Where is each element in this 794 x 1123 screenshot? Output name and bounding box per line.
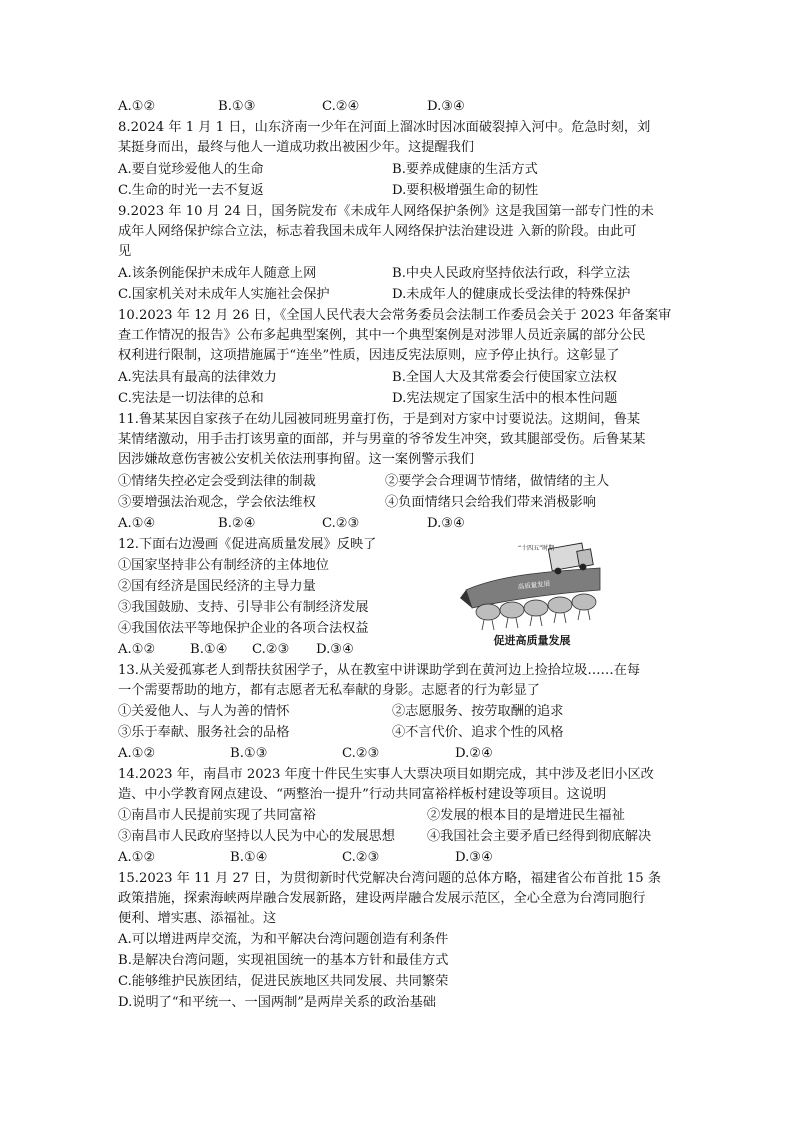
q13-option-b: B.①③ [230, 746, 268, 761]
q12-cartoon-caption: 促进高质量发展 [493, 634, 571, 647]
q15-option-b: B.是解决台湾问题，实现祖国统一的基本方针和最佳方式 [118, 953, 449, 968]
q11-item-1: ①情绪失控必定会受到法律的制裁 [118, 474, 316, 489]
q14-stem-line: 14.2023 年，南昌市 2023 年度十件民生实事人大票决项目如期完成，其中涉及老旧小区改 [118, 767, 654, 782]
q11-stem-line: 11.鲁某某因自家孩子在幼儿园被同班男童打伤，于是到对方家中讨要说法。这期间，鲁某 [118, 412, 641, 427]
q13-item-3: ③乐于奉献、服务社会的品格 [118, 725, 290, 740]
q12-item-3: ③我国鼓励、支持、引导非公有制经济发展 [118, 600, 369, 615]
crowd-figure [476, 604, 500, 620]
q9-option-a: A.该条例能保护未成年人随意上网 [118, 266, 317, 281]
q13-item-4: ④不言代价、追求个性的风格 [392, 725, 564, 740]
q12-item-4: ④我国依法平等地保护企业的各项合法权益 [118, 621, 369, 636]
q7-option-b: B.①③ [218, 99, 256, 114]
crowd-figure [572, 594, 596, 610]
q8-stem-line: 某挺身而出，最终与他人一道成功救出被困少年。这提醒我们 [118, 140, 475, 155]
q13-item-1: ①关爱他人、与人为善的情怀 [118, 704, 290, 719]
q9-option-c: C.国家机关对未成年人实施社会保护 [118, 287, 330, 302]
q10-option-d: D.宪法规定了国家生活中的根本性问题 [392, 391, 618, 406]
road-label: 高质量发展 [517, 579, 551, 591]
q15-stem-line: 政策措施，探索海峡两岸融合发展新路，建设两岸融合发展示范区，全心全意为台湾同胞行 [118, 891, 646, 906]
q14-stem-line: 造、中小学教育网点建设、“两整治一提升”行动共同富裕样板村建设等项目。这说明 [118, 787, 607, 802]
q11-option-b: B.②④ [218, 516, 256, 531]
q14-option-d: D.③④ [455, 850, 493, 865]
q8-stem-line: 8.2024 年 1 月 1 日，山东济南一少年在河面上溜冰时因冰面破裂掉入河中。危急时刻，刘 [118, 120, 651, 135]
q11-option-a: A.①④ [118, 516, 156, 531]
q12-option-b: B.①④ [190, 642, 228, 657]
q9-stem-line: 9.2023 年 10 月 24 日，国务院发布《未成年人网络保护条例》这是我国第一部专门性的未 [118, 204, 654, 219]
q8-option-a: A.要自觉珍爱他人的生命 [118, 162, 264, 177]
q9-stem-line: 见 [118, 244, 132, 259]
q11-option-c: C.②③ [322, 516, 360, 531]
q13-stem-line: 一个需要帮助的地方，都有志愿者无私奉献的身影。志愿者的行为彰显了 [118, 683, 540, 698]
q8-option-c: C.生命的时光一去不复返 [118, 183, 264, 198]
q15-option-d: D.说明了“和平统一、一国两制”是两岸关系的政治基础 [118, 995, 436, 1010]
crowd-figure [524, 600, 548, 616]
truck-wheel [580, 564, 587, 571]
q10-option-b: B.全国人大及其常委会行使国家立法权 [392, 370, 617, 385]
q13-option-c: C.②③ [342, 746, 380, 761]
q15-stem-line: 15.2023 年 11 月 27 日，为贯彻新时代党解决台湾问题的总体方略，福建省公布首批 15 条 [118, 871, 662, 886]
q14-item-4: ④我国社会主要矛盾已经得到彻底解决 [427, 829, 652, 844]
q11-option-d: D.③④ [427, 516, 465, 531]
q11-item-2: ②要学会合理调节情绪，做情绪的主人 [385, 474, 610, 489]
q8-option-b: B.要养成健康的生活方式 [392, 162, 538, 177]
q8-option-d: D.要积极增强生命的韧性 [392, 183, 539, 198]
q11-stem-line: 因涉嫌故意伤害被公安机关依法刑事拘留。这一案例警示我们 [118, 452, 475, 467]
q7-option-c: C.②④ [322, 99, 360, 114]
q11-stem-line: 某情绪激动，用手击打该男童的面部，并与男童的爷爷发生冲突，致其腿部受伤。后鲁某某 [118, 432, 646, 447]
crowd-figure [500, 602, 524, 618]
q10-stem-line: 权利进行限制，这项措施属于“连坐”性质，因违反宪法原则，应予停止执行。这彰显了 [118, 348, 620, 363]
q13-item-2: ②志愿服务、按劳取酬的追求 [392, 704, 564, 719]
q11-item-4: ④负面情绪只会给我们带来消极影响 [385, 495, 596, 510]
q13-stem-line: 13.从关爱孤寡老人到帮扶贫困学子，从在教室中讲课助学到在黄河边上捡拾垃圾……在每 [118, 663, 641, 678]
q15-stem-line: 便利、增实惠、添福祉。这 [118, 911, 277, 926]
q12-option-a: A.①② [118, 642, 156, 657]
q14-option-b: B.①④ [230, 850, 268, 865]
q15-option-c: C.能够维护民族团结，促进民族地区共同发展、共同繁荣 [118, 974, 449, 989]
crowd-figure [548, 597, 572, 613]
q14-option-c: C.②③ [342, 850, 380, 865]
q10-option-a: A.宪法具有最高的法律效力 [118, 370, 277, 385]
q12-item-1: ①国家坚持非公有制经济的主体地位 [118, 558, 329, 573]
q12-stem: 12.下面右边漫画《促进高质量发展》反映了 [118, 537, 377, 552]
q13-option-a: A.①② [118, 746, 156, 761]
q9-stem-line: 成年人网络保护综合立法，标志着我国未成年人网络保护法治建设进 入新的阶段。由此可 [118, 224, 637, 239]
truck-label: “十四五”时期 [518, 545, 555, 552]
q14-option-a: A.①② [118, 850, 156, 865]
q10-stem-line: 10.2023 年 12 月 26 日，《全国人民代表大会常务委员会法制工作委员会关于 2023 年备案审 [118, 308, 672, 323]
q12-option-d: D.③④ [316, 642, 354, 657]
q7-option-d: D.③④ [427, 99, 465, 114]
q7-option-a: A.①② [118, 99, 156, 114]
q14-item-1: ①南昌市人民提前实现了共同富裕 [118, 808, 316, 823]
truck-wheel [555, 568, 562, 575]
q13-option-d: D.②④ [455, 746, 493, 761]
q15-option-a: A.可以增进两岸交流，为和平解决台湾问题创造有利条件 [118, 932, 449, 947]
q14-item-3: ③南昌市人民政府坚持以人民为中心的发展思想 [118, 829, 395, 844]
q9-option-d: D.未成年人的健康成长受法律的特殊保护 [392, 287, 631, 302]
q10-option-c: C.宪法是一切法律的总和 [118, 391, 264, 406]
q10-stem-line: 查工作情况的报告》公布多起典型案例，其中一个典型案例是对涉罪人员近亲属的部分公民 [118, 328, 646, 343]
q9-option-b: B.中央人民政府坚持依法行政，科学立法 [392, 266, 631, 281]
q11-item-3: ③要增强法治观念，学会依法维权 [118, 495, 316, 510]
q12-item-2: ②国有经济是国民经济的主导力量 [118, 579, 316, 594]
q12-option-c: C.②③ [252, 642, 290, 657]
q14-item-2: ②发展的根本目的是增进民生福祉 [427, 808, 625, 823]
